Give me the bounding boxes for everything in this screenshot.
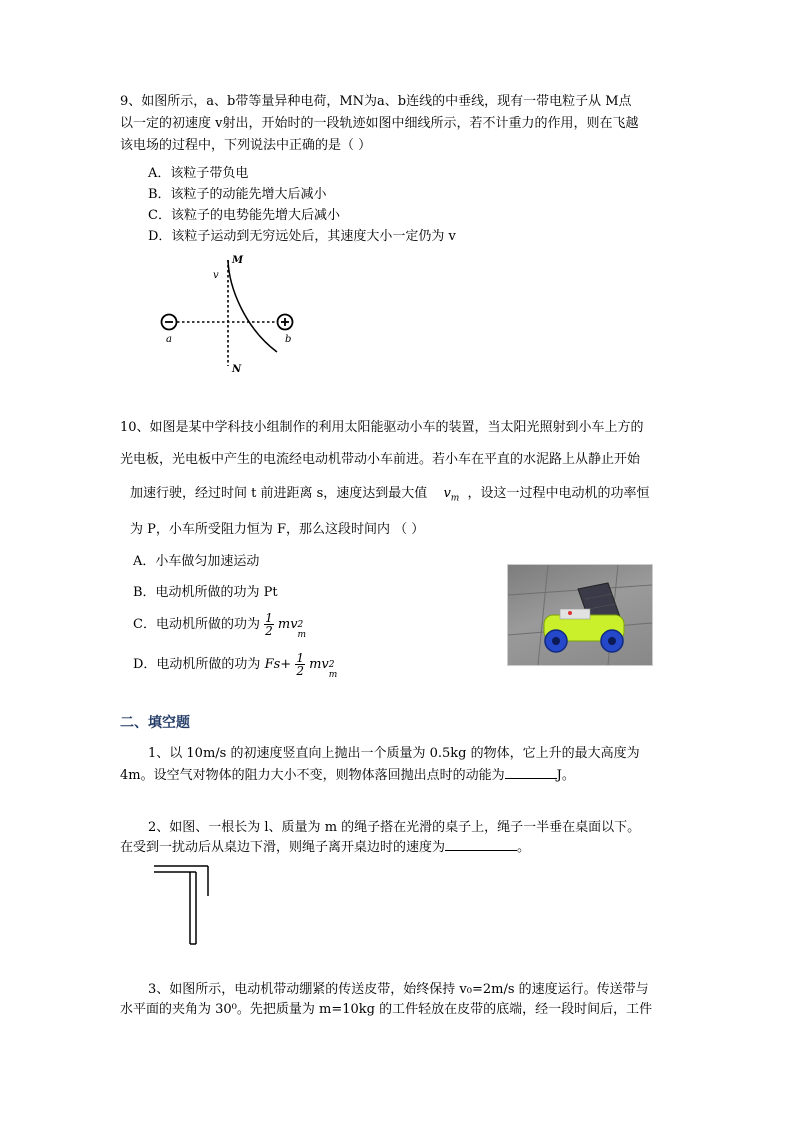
q10-line-2: 光电板，光电板中产生的电流经电动机带动小车前进。若小车在平直的水泥路上从静止开始 — [120, 452, 641, 467]
label-m: M — [232, 255, 244, 266]
q9-line-2: 以一定的初速度 v射出，开始时的一段轨迹如图中细线所示，若不计重力的作用，则在飞越 — [120, 116, 639, 131]
label-n: N — [232, 364, 242, 375]
solar-car-photo — [507, 564, 653, 666]
q10-line-3a: 加速行驶，经过时间 t 前进距离 s，速度达到最大值 — [130, 486, 428, 501]
q9-field-figure — [155, 248, 305, 380]
q10-option-c: C．电动机所做的功为 $\frac{1}{2}$ mv 2 m — [133, 611, 307, 640]
fill2-line-2: 在受到一扰动后从桌边下滑，则绳子离开桌边时的速度为 。 — [120, 836, 530, 855]
q9-option-a: A．该粒子带负电 — [148, 166, 249, 181]
label-b: b — [285, 334, 292, 345]
answer-blank-2[interactable] — [445, 836, 517, 851]
fill1-line-1: 1、以 10m/s 的初速度竖直向上抛出一个质量为 0.5kg 的物体，它上升的最大高度为 — [148, 746, 640, 761]
label-a: a — [166, 334, 172, 345]
answer-blank-1[interactable] — [505, 764, 557, 779]
rope-table-figure — [150, 860, 220, 952]
fill3-line-2: 水平面的夹角为 30⁰。先把质量为 m=10kg 的工件轻放在皮带的底端，经一段时间后，工件 — [120, 1002, 653, 1017]
label-v: v — [213, 270, 219, 281]
fill3-line-1: 3、如图所示，电动机带动绷紧的传送皮带，始终保持 v₀=2m/s 的速度运行。传送带与 — [148, 982, 649, 997]
q9-option-d: D．该粒子运动到无穷远处后，其速度大小一定仍为 v — [148, 229, 456, 244]
q10-line-3 — [130, 482, 650, 504]
q10-option-b: B．电动机所做的功为 Pt — [133, 585, 278, 600]
q9-line-3: 该电场的过程中，下列说法中正确的是（ ） — [120, 138, 372, 153]
particle-trajectory — [228, 260, 277, 352]
frac-half-c: $\frac{1}{2}$ — [265, 611, 273, 638]
vm-symbol: $v_m$ — [443, 486, 460, 504]
frac-half-d: $\frac{1}{2}$ — [296, 651, 304, 678]
section-title: 二、填空题 — [120, 715, 190, 731]
q9-option-c: C．该粒子的电势能先增大后减小 — [148, 208, 340, 223]
q9-line-1: 9、如图所示，a、b带等量异种电荷，MN为a、b连线的中垂线，现有一带电粒子从 M点 — [120, 94, 632, 109]
q10-line-4: 为 P，小车所受阻力恒为 F，那么这段时间内 （ ） — [130, 522, 425, 537]
q9-option-b: B．该粒子的动能先增大后减小 — [148, 187, 327, 202]
q10-line-1: 10、如图是某中学科技小组制作的利用太阳能驱动小车的装置，当太阳光照射到小车上方的 — [120, 420, 644, 435]
q10-option-d: D．电动机所做的功为 Fs+ $\frac{1}{2}$ mv 2 m — [133, 651, 338, 680]
q10-line-3b: ，设这一过程中电动机的功率恒 — [467, 486, 650, 501]
q10-option-a: A．小车做匀加速运动 — [133, 554, 260, 569]
fill1-line-2: 4m。设空气对物体的阻力大小不变，则物体落回抛出点时的动能为 J。 — [120, 764, 575, 783]
fill2-line-1: 2、如图、一根长为 l、质量为 m 的绳子搭在光滑的桌子上，绳子一半垂在桌面以下。 — [148, 820, 641, 835]
